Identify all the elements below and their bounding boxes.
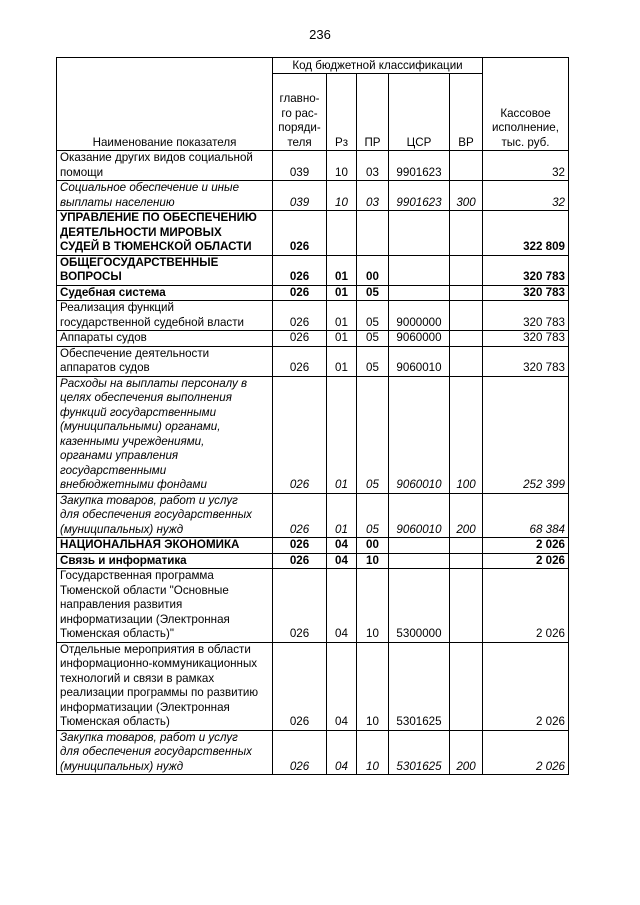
header-glavn [273, 74, 327, 151]
row-glavn: 026 [273, 730, 327, 775]
row-rz: 01 [327, 493, 357, 538]
header-name: Наименование показателя [57, 58, 273, 151]
table-row [57, 569, 569, 643]
row-glavn: 026 [273, 346, 327, 376]
row-csr [389, 538, 450, 554]
row-name-line: для обеспечения государственных [60, 745, 252, 758]
row-name-line: Тюменская область) [60, 715, 170, 728]
row-name-line: Государственная программа [60, 569, 214, 582]
row-csr [389, 211, 450, 256]
header-rz: Рз [327, 74, 357, 151]
table-row [57, 642, 569, 730]
row-value: 2 026 [483, 730, 569, 775]
row-vr [450, 553, 483, 569]
header-glavn-line: главно- [279, 92, 320, 105]
row-name-line: аппаратов судов [60, 361, 150, 374]
row-name-line: (муниципальных) нужд [60, 522, 184, 536]
row-pr [357, 211, 389, 256]
row-name-line: ОБЩЕГОСУДАРСТВЕННЫЕ [60, 255, 219, 269]
table-row [57, 346, 569, 376]
header-glavn-line: теля [287, 135, 312, 149]
row-name-line: Тюменской области "Основные [60, 583, 229, 597]
table-row [57, 730, 569, 775]
row-name [57, 331, 273, 347]
row-vr [450, 211, 483, 256]
table-row [57, 493, 569, 538]
row-rz [327, 211, 357, 256]
row-vr [450, 569, 483, 643]
row-rz: 01 [327, 301, 357, 331]
row-name-line: информационно-коммуникационных [60, 657, 258, 670]
budget-table [56, 57, 569, 775]
row-vr [450, 255, 483, 285]
row-value: 68 384 [483, 493, 569, 538]
row-glavn: 026 [273, 376, 327, 493]
row-name-line: (муниципальных) нужд [60, 759, 184, 773]
row-vr [450, 331, 483, 347]
row-glavn: 026 [273, 301, 327, 331]
row-csr: 9060010 [389, 493, 450, 538]
header-vr: ВР [450, 74, 483, 151]
row-csr: 5301625 [389, 642, 450, 730]
row-value: 32 [483, 181, 569, 211]
row-name [57, 346, 273, 376]
row-name-line: Оказание других видов социальной [60, 151, 253, 164]
page-number: 236 [309, 27, 331, 42]
row-glavn: 039 [273, 151, 327, 181]
row-pr: 05 [357, 376, 389, 493]
row-pr: 03 [357, 151, 389, 181]
table-row [57, 181, 569, 211]
row-glavn: 026 [273, 569, 327, 643]
row-csr: 9060010 [389, 346, 450, 376]
row-pr: 05 [357, 493, 389, 538]
header-pr: ПР [357, 74, 389, 151]
row-pr: 10 [357, 730, 389, 775]
row-name-line: Социальное обеспечение и иные [60, 181, 240, 194]
row-csr: 9060010 [389, 376, 450, 493]
table-row [57, 255, 569, 285]
row-rz: 04 [327, 538, 357, 554]
table-row [57, 331, 569, 347]
row-vr: 200 [450, 730, 483, 775]
row-csr [389, 285, 450, 301]
row-name-line: (муниципальными) органами, [60, 420, 221, 433]
row-value: 2 026 [483, 553, 569, 569]
row-name [57, 151, 273, 181]
row-vr [450, 301, 483, 331]
row-rz: 01 [327, 346, 357, 376]
row-name-line: Отдельные мероприятия в области [60, 642, 251, 656]
row-name-line: функций государственными [60, 405, 217, 419]
row-rz: 04 [327, 553, 357, 569]
row-pr: 00 [357, 538, 389, 554]
row-rz: 04 [327, 730, 357, 775]
row-value: 320 783 [483, 285, 569, 301]
table-row [57, 151, 569, 181]
row-rz: 10 [327, 151, 357, 181]
row-name-line: УПРАВЛЕНИЕ ПО ОБЕСПЕЧЕНИЮ [60, 211, 257, 224]
row-csr: 5300000 [389, 569, 450, 643]
row-name-line: Закупка товаров, работ и услуг [60, 493, 238, 507]
row-name [57, 642, 273, 730]
table-row [57, 285, 569, 301]
row-name [57, 730, 273, 775]
row-glavn: 039 [273, 181, 327, 211]
row-pr: 05 [357, 301, 389, 331]
row-csr: 5301625 [389, 730, 450, 775]
row-vr: 300 [450, 181, 483, 211]
row-name [57, 376, 273, 493]
table-row [57, 301, 569, 331]
row-glavn: 026 [273, 255, 327, 285]
row-name-line: Закупка товаров, работ и услуг [60, 730, 238, 744]
row-csr: 9060000 [389, 331, 450, 347]
row-pr: 05 [357, 346, 389, 376]
row-name-line: целях обеспечения выполнения [60, 391, 232, 404]
row-rz: 04 [327, 642, 357, 730]
row-pr: 10 [357, 642, 389, 730]
row-value: 322 809 [483, 211, 569, 256]
row-rz: 10 [327, 181, 357, 211]
row-name [57, 181, 273, 211]
row-name-line: казенными учреждениями, [60, 434, 205, 448]
table-row [57, 376, 569, 493]
row-value: 2 026 [483, 642, 569, 730]
row-vr: 100 [450, 376, 483, 493]
row-name [57, 211, 273, 256]
row-csr: 9901623 [389, 151, 450, 181]
row-name-line: органами управления [60, 449, 179, 462]
row-value: 320 783 [483, 255, 569, 285]
row-glavn: 026 [273, 493, 327, 538]
row-glavn: 026 [273, 642, 327, 730]
row-name [57, 301, 273, 331]
row-name-line: государственными [60, 463, 167, 477]
row-pr: 03 [357, 181, 389, 211]
row-csr: 9000000 [389, 301, 450, 331]
row-name-line: СУДЕЙ В ТЮМЕНСКОЙ ОБЛАСТИ [60, 240, 252, 253]
header-execution-line: исполнение, [492, 121, 559, 134]
table-row [57, 211, 569, 256]
row-vr [450, 151, 483, 181]
row-vr: 200 [450, 493, 483, 538]
row-rz: 04 [327, 569, 357, 643]
row-name-line: выплаты населению [60, 195, 175, 209]
row-name-line: технологий и связи в рамках [60, 671, 215, 685]
header-glavn-line: поряди- [278, 121, 321, 134]
row-name-line: Тюменская область)" [60, 627, 174, 640]
row-value: 320 783 [483, 346, 569, 376]
row-name-line: информатизации (Электронная [60, 612, 230, 626]
row-name [57, 493, 273, 538]
row-value: 252 399 [483, 376, 569, 493]
row-value: 2 026 [483, 538, 569, 554]
row-value: 2 026 [483, 569, 569, 643]
table-row [57, 538, 569, 554]
row-rz: 01 [327, 255, 357, 285]
row-value: 32 [483, 151, 569, 181]
row-vr [450, 538, 483, 554]
row-name-line: Реализация функций [60, 301, 175, 314]
header-code-group: Код бюджетной классификации [273, 58, 483, 74]
row-name [57, 285, 273, 301]
header-execution [483, 58, 569, 151]
row-name [57, 569, 273, 643]
header-execution-line: Кассовое [500, 106, 551, 120]
row-pr: 00 [357, 255, 389, 285]
row-name-line: ВОПРОСЫ [60, 270, 122, 283]
row-pr: 10 [357, 553, 389, 569]
row-glavn: 026 [273, 553, 327, 569]
row-csr: 9901623 [389, 181, 450, 211]
row-name-line: направления развития [60, 598, 183, 611]
row-pr: 05 [357, 331, 389, 347]
row-vr [450, 346, 483, 376]
row-name-line: Аппараты судов [60, 331, 147, 344]
row-name-line: государственной судебной власти [60, 315, 244, 329]
row-name [57, 538, 273, 554]
row-name-line: Судебная система [60, 285, 166, 299]
row-rz: 01 [327, 331, 357, 347]
row-rz: 01 [327, 285, 357, 301]
row-rz: 01 [327, 376, 357, 493]
row-glavn: 026 [273, 211, 327, 256]
row-csr [389, 255, 450, 285]
row-name-line: НАЦИОНАЛЬНАЯ ЭКОНОМИКА [60, 538, 240, 551]
row-vr [450, 285, 483, 301]
header-execution-line: тыс. руб. [501, 135, 550, 149]
row-vr [450, 642, 483, 730]
row-name [57, 255, 273, 285]
row-name-line: помощи [60, 165, 104, 179]
row-name-line: Обеспечение деятельности [60, 346, 210, 360]
row-name-line: информатизации (Электронная [60, 700, 230, 714]
header-glavn-line: го рас- [281, 106, 318, 120]
row-name [57, 553, 273, 569]
row-value: 320 783 [483, 301, 569, 331]
table-row [57, 553, 569, 569]
row-glavn: 026 [273, 331, 327, 347]
row-csr [389, 553, 450, 569]
row-name-line: Связь и информатика [60, 553, 187, 567]
row-glavn: 026 [273, 285, 327, 301]
row-value: 320 783 [483, 331, 569, 347]
row-name-line: внебюджетными фондами [60, 478, 207, 491]
table-body [57, 151, 569, 775]
row-pr: 05 [357, 285, 389, 301]
row-glavn: 026 [273, 538, 327, 554]
header-csr: ЦСР [389, 74, 450, 151]
row-name-line: реализации программы по развитию [60, 686, 259, 699]
row-name-line: для обеспечения государственных [60, 508, 252, 521]
row-name-line: ДЕЯТЕЛЬНОСТИ МИРОВЫХ [60, 225, 222, 239]
row-name-line: Расходы на выплаты персоналу в [60, 376, 248, 390]
row-pr: 10 [357, 569, 389, 643]
